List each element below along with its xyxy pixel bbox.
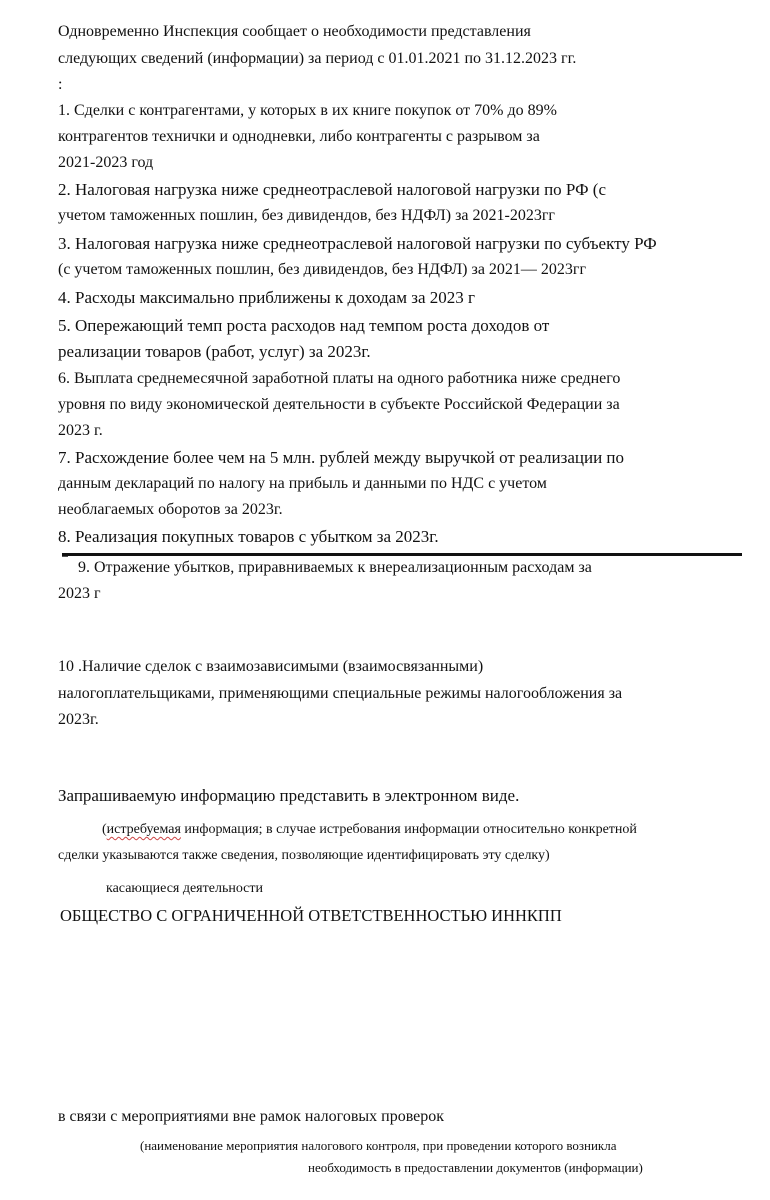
horizontal-divider: [62, 553, 742, 556]
item-5-line-2: реализации товаров (работ, услуг) за 2023г.: [58, 342, 371, 361]
item-10-line-3: 2023г.: [58, 711, 99, 728]
item-7-line-2: данным деклараций по налогу на прибыль и данными по НДС с учетом: [58, 475, 547, 492]
item-2-line-2: учетом таможенных пошлин, без дивидендов, без НДФЛ) за 2021-2023гг: [58, 207, 555, 224]
intro-line-3: :: [58, 76, 63, 93]
intro-line-2: следующих сведений (информации) за период с 01.01.2021 по 31.12.2023 гг.: [58, 50, 577, 67]
item-10-line-1: 10 .Наличие сделок с взаимозависимыми (взаимосвязанными): [58, 658, 484, 675]
item-3-line-1: 3. Налоговая нагрузка ниже среднеотраслевой налоговой нагрузки по субъекту РФ: [58, 234, 657, 253]
note-line-2: сделки указываются также сведения, позволяющие идентифицировать эту сделку): [58, 848, 550, 863]
item-8-line-1: 8. Реализация покупных товаров с убытком за 2023г.: [58, 527, 439, 546]
item-6-line-1: 6. Выплата среднемесячной заработной платы на одного работника ниже среднего: [58, 370, 621, 387]
note-line-1: [102, 820, 637, 840]
item-9-line-1: 9. Отражение убытков, приравниваемых к внереализационным расходам за: [78, 559, 592, 576]
note-rest: информация; в случае истребования информации относительно конкретной: [180, 822, 637, 837]
item-7-line-3: необлагаемых оборотов за 2023г.: [58, 501, 283, 518]
note-word-required: истребуемая: [106, 822, 181, 837]
item-7-line-1: 7. Расхождение более чем на 5 млн. рублей между выручкой от реализации по: [58, 448, 625, 467]
footnote-line-1: (наименование мероприятия налогового контроля, при проведении которого возникла: [140, 1138, 617, 1153]
item-4-line-1: 4. Расходы максимально приближены к доходам за 2023 г: [58, 288, 475, 307]
item-1-line-3: 2021-2023 год: [58, 154, 154, 171]
item-3-line-2: (с учетом таможенных пошлин, без дивидендов, без НДФЛ) за 2021— 2023гг: [58, 261, 587, 278]
item-2-line-1: 2. Налоговая нагрузка ниже среднеотраслевой налоговой нагрузки по РФ (с: [58, 180, 606, 199]
intro-line-1: Одновременно Инспекция сообщает о необходимости представления: [58, 23, 531, 40]
item-1-line-1: 1. Сделки с контрагентами, у которых в их книге покупок от 70% до 89%: [58, 102, 557, 119]
item-6-line-3: 2023 г.: [58, 422, 103, 439]
note-open-paren: (: [102, 822, 107, 837]
item-1-line-2: контрагентов технички и однодневки, либо контрагенты с разрывом за: [58, 128, 540, 145]
concerning-label: касающиеся деятельности: [106, 881, 263, 896]
footnote-line-2: необходимость в предоставлении документов (информации): [308, 1160, 643, 1175]
item-10-line-2: налогоплательщиками, применяющими специальные режимы налогообложения за: [58, 685, 623, 702]
company-name: ОБЩЕСТВО С ОГРАНИЧЕННОЙ ОТВЕТСТВЕННОСТЬЮ ИННКПП: [60, 906, 562, 925]
context-text: в связи с мероприятиями вне рамок налоговых проверок: [58, 1108, 445, 1125]
item-5-line-1: 5. Опережающий темп роста расходов над темпом роста доходов от: [58, 316, 550, 335]
request-text: Запрашиваемую информацию представить в электронном виде.: [58, 786, 520, 805]
item-9-line-2: 2023 г: [58, 585, 101, 602]
item-6-line-2: уровня по виду экономической деятельности в субъекте Российской Федерации за: [58, 396, 620, 413]
